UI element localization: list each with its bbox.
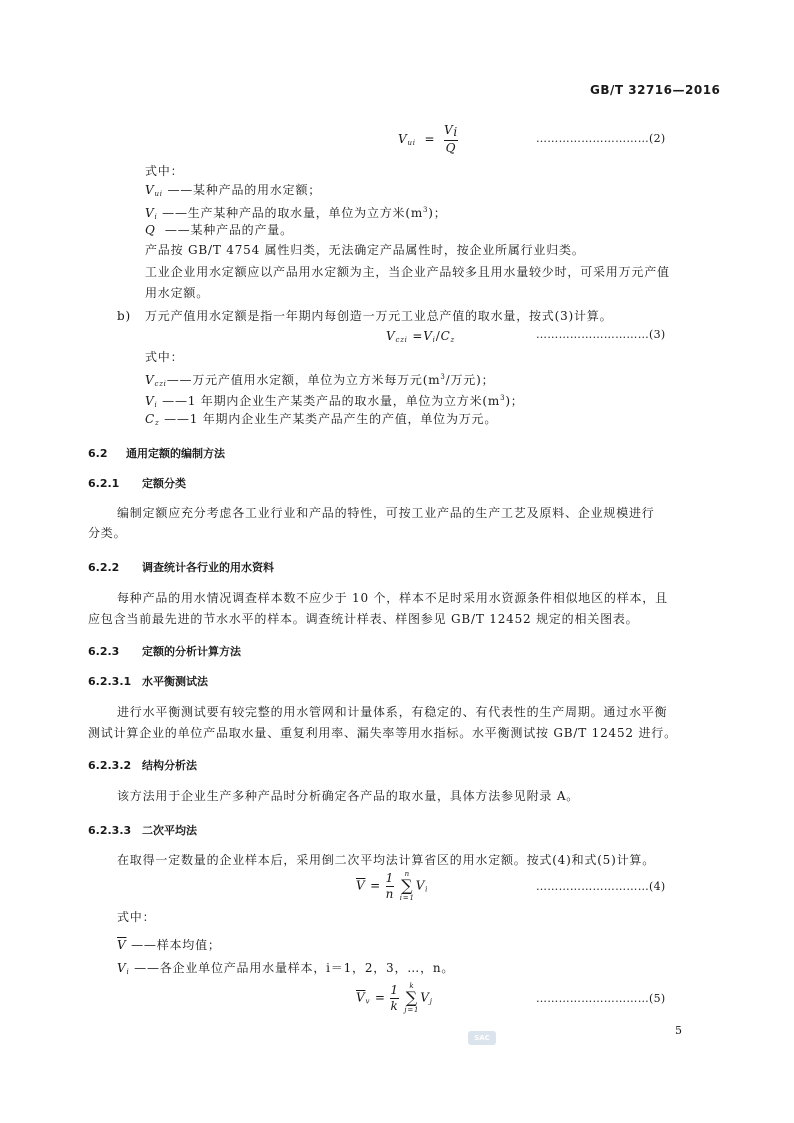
paragraph-6-2-2-line1: 每种产品的用水情况调查样本数不应少于 10 个，样本不足时采用水资源条件相似地区的样本，且	[117, 591, 668, 605]
where-label-1: 式中：	[145, 164, 184, 178]
formula-2-fraction	[444, 124, 458, 155]
section-heading-6-2: 6.2 通用定额的编制方法	[88, 447, 225, 460]
definition-vui: $V_{ui}$ ——某种产品的用水定额；	[145, 183, 322, 198]
definition-v-bar: $\overline{V}$ ——样本均值；	[117, 938, 221, 952]
paragraph-classification: 产品按 GB/T 4754 属性归类，无法确定产品属性时，按企业所属行业归类。	[145, 243, 585, 257]
paragraph-6-2-1-line1: 编制定额应充分考虑各工业行业和产品的特性，可按工业产品的生产工艺及原料、企业规模进行	[117, 506, 655, 520]
definition-vi: $V_i$ ——生产某种产品的取水量，单位为立方米$(m^3)$；	[145, 206, 447, 221]
formula-4: $\overline{V}$ = $\frac{1}{n}$ n ∑ i=1 $V_i$	[356, 870, 429, 902]
paragraph-quota-line1: 工业企业用水定额应以产品用水定额为主，当企业产品较多且用水量较少时，可采用万元产值	[145, 265, 670, 279]
formula-2-numerator-sub: i	[453, 125, 459, 139]
formula-5-label: …………………………(5)	[536, 992, 666, 1005]
formula-2: $V_{ui}$ = $\frac{Vi}{Q}$	[398, 123, 459, 155]
where-label-2: 式中：	[145, 350, 184, 364]
where-label-3: 式中：	[117, 910, 156, 924]
formula-3: $V_{czi} =V_i/C_z$	[386, 329, 456, 344]
formula-2-lhs-sub: ui	[407, 139, 416, 147]
section-heading-6-2-1: 6.2.1 定额分类	[88, 477, 186, 490]
page-number: 5	[675, 1024, 682, 1037]
paragraph-6-2-3-2: 该方法用于企业生产多种产品时分析确定各产品的取水量，具体方法参见附录 A。	[117, 789, 580, 803]
paragraph-6-2-1-line2: 分类。	[88, 526, 127, 540]
section-heading-6-2-3-1: 6.2.3.1 水平衡测试法	[88, 675, 208, 688]
section-heading-6-2-3-2: 6.2.3.2 结构分析法	[88, 759, 197, 772]
sac-logo-icon: SAC	[468, 1031, 496, 1045]
definition-vi-3: $V_i$ ——各企业单位产品用水量样本，i＝1，2，3，…，n。	[117, 961, 455, 976]
paragraph-6-2-3-1-line1: 进行水平衡测试要有较完整的用水管网和计量体系，有稳定的、有代表性的生产周期。通过水平衡	[117, 705, 668, 719]
section-heading-6-2-2: 6.2.2 调查统计各行业的用水资料	[88, 561, 274, 574]
definition-vczi: $V_{czi}——$万元产值用水定额，单位为立方米每万元($m^3/$万元)；	[145, 373, 495, 388]
formula-2-label: …………………………(2)	[536, 132, 666, 145]
standard-number-header: GB/T 32716—2016	[590, 83, 721, 97]
formula-2-numerator: V	[443, 123, 454, 137]
paragraph-6-2-2-line2: 应包含当前最先进的节水水平的样本。调查统计样表、样图参见 GB/T 12452 规定的相关图表。	[88, 612, 639, 626]
formula-4-label: …………………………(4)	[536, 880, 666, 893]
section-heading-6-2-3-3: 6.2.3.3 二次平均法	[88, 824, 197, 837]
formula-2-denominator: Q	[445, 141, 457, 155]
definition-cz: $C_z$ ——1 年期内企业生产某类产品产生的产值，单位为万元。	[145, 412, 498, 427]
paragraph-quota-line2: 用水定额。	[145, 286, 210, 300]
paragraph-6-2-3-1-line2: 测试计算企业的单位产品取水量、重复利用率、漏失率等用水指标。水平衡测试按 GB/T 12452 进行。	[88, 726, 677, 740]
formula-2-lhs: V	[398, 132, 408, 146]
formula-3-label: …………………………(3)	[536, 328, 666, 341]
paragraph-6-2-3-3: 在取得一定数量的企业样本后，采用倒二次平均法计算省区的用水定额。按式(4)和式(5)计算。	[117, 853, 655, 867]
list-item-b-text: 万元产值用水定额是指一年期内每创造一万元工业总产值的取水量，按式(3)计算。	[145, 309, 613, 323]
list-marker-b: b)	[117, 309, 131, 323]
formula-5: $\overline{V}_v$ = $\frac{1}{k}$ k ∑ j=1 $V_j$	[356, 982, 433, 1014]
section-heading-6-2-3: 6.2.3 定额的分析计算方法	[88, 645, 241, 658]
definition-q: Q ——某种产品的产量。	[145, 223, 293, 237]
definition-vi-2: $V_i$ ——1 年期内企业生产某类产品的取水量，单位为立方米$(m^3)$；	[145, 394, 524, 409]
